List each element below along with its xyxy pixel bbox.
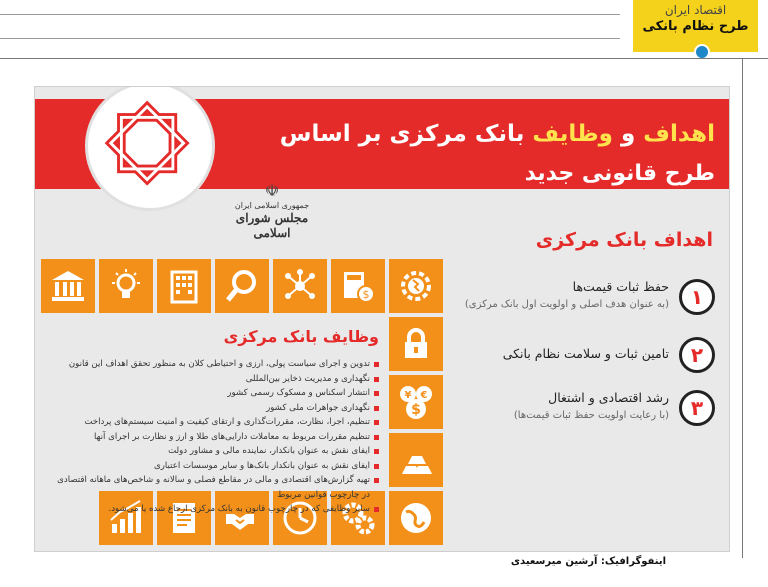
- goal-item: [445, 279, 715, 319]
- section-top-label: اقتصاد ایران: [664, 3, 727, 17]
- duty-item: ایفای نقش به عنوان بانکدار بانک‌ها و سایر موسسات اعتباری: [51, 459, 379, 474]
- goal-subtext: (با رعایت اولویت حفظ ثبات قیمت‌ها): [513, 410, 669, 421]
- header-rule: [0, 38, 620, 39]
- goal-number: ۱: [679, 279, 715, 315]
- duty-item: سایر وظایفی که در چارچوب قانون به بانک مرکزی ارجاع شده یا می‌شود.: [51, 502, 379, 517]
- duties-section: [51, 319, 379, 544]
- gold-bars-icon: [389, 433, 443, 487]
- goal-item: [445, 337, 715, 377]
- frame-rule: [0, 58, 768, 59]
- duties-list: [51, 357, 379, 517]
- goal-text: تامین ثبات و سلامت نظام بانکی: [502, 346, 669, 361]
- svg-text:¥: ¥: [404, 390, 412, 401]
- header-rules: [0, 0, 620, 55]
- goal-number: ۳: [679, 390, 715, 426]
- goal-text: حفظ ثبات قیمت‌ها: [572, 279, 669, 294]
- parliament-logo: [231, 181, 313, 241]
- calculator-dollar-icon: [331, 259, 385, 313]
- section-title: طرح نظام بانکی: [642, 19, 749, 34]
- infographic-credit: اینفوگرافیک: آرشین میرسعیدی: [510, 556, 666, 567]
- globe-icon: [389, 491, 443, 545]
- currency-coins-icon: [389, 375, 443, 429]
- parliament-line1: جمهوری اسلامی ایران: [234, 201, 310, 210]
- parliament-line2: مجلس شورای اسلامی: [235, 211, 309, 240]
- magnifier-icon: [215, 259, 269, 313]
- svg-text:€: €: [420, 390, 428, 401]
- infographic-subtitle: طرح قانونی جدید: [524, 161, 715, 186]
- frame-rule-vertical: [742, 58, 743, 558]
- header-rule: [0, 14, 620, 15]
- goals-title: اهداف بانک مرکزی: [535, 229, 713, 251]
- duty-item: ایفای نقش به عنوان بانکدار، نماینده مالی و مشاور دولت: [51, 444, 379, 459]
- running-gear-icon: [389, 259, 443, 313]
- title-conjunction: و: [612, 121, 644, 147]
- building-icon: [157, 259, 211, 313]
- duty-item: نگهداری جواهرات ملی کشور: [51, 401, 379, 416]
- duty-item: انتشار اسکناس و مسکوک رسمی کشور: [51, 386, 379, 401]
- bank-icon: [41, 259, 95, 313]
- padlock-icon: [389, 317, 443, 371]
- central-bank-logo-icon: [88, 86, 212, 208]
- iran-emblem-icon: ☫: [264, 181, 280, 200]
- title-rest: بانک مرکزی بر اساس: [279, 121, 533, 147]
- svg-text:$: $: [362, 288, 370, 301]
- title-highlight-duties: وظایف: [532, 121, 613, 147]
- duty-item: تهیه گزارش‌های اقتصادی و مالی در مقاطع فصلی و سالانه و شاخص‌های ماهانه اقتصادی: [51, 473, 379, 488]
- section-tag: [633, 0, 758, 52]
- duty-item: تنظیم، اجرا، نظارت، مقررات‌گذاری و ارتقای کیفیت و امنیت سیستم‌های پرداخت: [51, 415, 379, 430]
- title-highlight-goals: اهداف: [643, 121, 715, 147]
- infographic-panel: [34, 86, 730, 552]
- duty-item: تنظیم مقررات مربوط به معاملات دارایی‌های طلا و ارز و نظارت بر اجرای آنها: [51, 430, 379, 445]
- goal-subtext: (به عنوان هدف اصلی و اولویت اول بانک مرکزی): [464, 299, 669, 310]
- lightbulb-icon: [99, 259, 153, 313]
- goal-item: [445, 390, 715, 430]
- duty-item: تدوین و اجرای سیاست پولی، ارزی و احتیاطی کلان به منظور تحقق اهداف این قانون: [51, 357, 379, 372]
- goal-number: ۲: [679, 337, 715, 373]
- duty-item-continuation: در چارچوب قوانین مربوط: [277, 489, 370, 500]
- duty-item: نگهداری و مدیریت ذخایر بین‌المللی: [51, 372, 379, 387]
- goal-text: رشد اقتصادی و اشتغال: [548, 390, 669, 405]
- svg-text:$: $: [411, 402, 421, 418]
- network-icon: [273, 259, 327, 313]
- duties-title: وظایف بانک مرکزی: [223, 327, 379, 346]
- central-bank-logo: [85, 86, 215, 211]
- infographic-title: [280, 121, 715, 147]
